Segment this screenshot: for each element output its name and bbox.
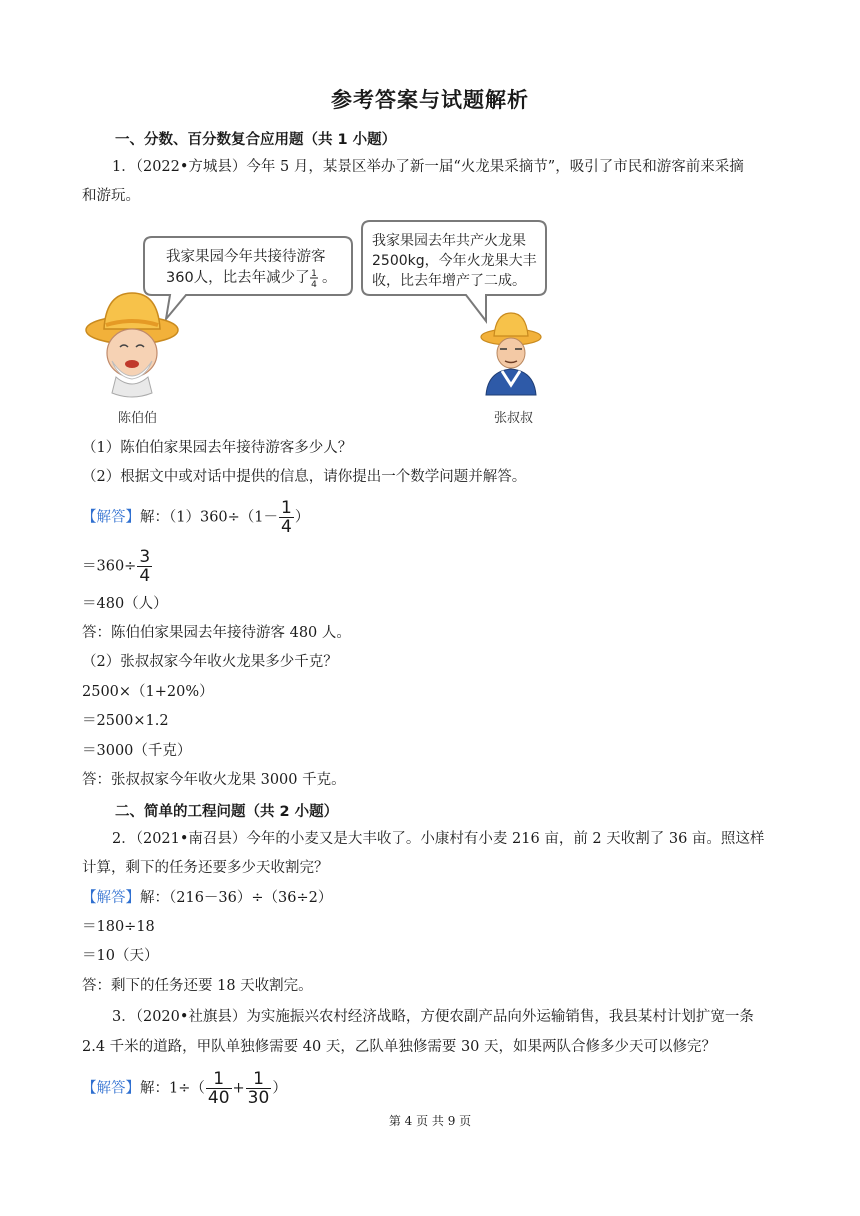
- q1-answer-line9: 答：张叔叔家今年收火龙果 3000 千克。: [82, 772, 346, 788]
- answer-tag: 【解答】: [82, 1080, 140, 1097]
- q1-text-line2: 和游玩。: [82, 188, 140, 204]
- name-label-left: 陈伯伯: [118, 411, 158, 426]
- q3-text-line1: 3．（2020•社旗县）为实施振兴农村经济战略，方便农副产品向外运输销售，我县某村计划扩宽一条: [112, 1009, 754, 1025]
- section-heading-1: 一、分数、百分数复合应用题（共 1 小题）: [115, 132, 397, 148]
- bubble-left-frac-den: 4: [311, 280, 317, 290]
- old-man-figure: [86, 293, 178, 397]
- q2-answer-line3: ＝10（天）: [82, 948, 159, 964]
- q1-answer-line2: ＝360÷ $\frac{3}{4}$: [82, 547, 151, 586]
- q1-answer-line3: ＝480（人）: [82, 596, 168, 612]
- fraction: $\frac{1}{30}$: [247, 1069, 270, 1108]
- bubble-left-end: 。: [322, 270, 337, 286]
- q3-text-line2: 2.4 千米的道路，甲队单独修需要 40 天，乙队单独修需要 30 天，如果两队合修多少天可以修完？: [82, 1039, 717, 1055]
- q1-answer-line4: 答：陈伯伯家果园去年接待游客 480 人。: [82, 625, 351, 641]
- young-man-figure: [481, 313, 541, 395]
- q2-text-line1: 2．（2021•南召县）今年的小麦又是大丰收了。小康村有小麦 216 亩，前 2 天收割了 36 亩。照这样: [112, 831, 765, 847]
- q1-answer-line7: ＝2500×1.2: [82, 713, 169, 729]
- q1-answer-line6: 2500×（1+20%）: [82, 684, 214, 700]
- q1-sub-question-2: （2）根据文中或对话中提供的信息，请你提出一个数学问题并解答。: [82, 469, 527, 485]
- speech-bubble-right: [362, 221, 546, 321]
- speech-bubble-left: [144, 237, 352, 319]
- page-footer: 第 4 页 共 9 页: [388, 1114, 472, 1128]
- answer-tag: 【解答】: [82, 890, 140, 906]
- q1-answer-line8: ＝3000（千克）: [82, 743, 192, 759]
- name-label-right: 张叔叔: [494, 411, 534, 426]
- bubble-left-line2: 360人，比去年减少了: [166, 270, 310, 286]
- fraction: $\frac{3}{4}$: [139, 547, 151, 586]
- bubble-left-frac-num: 1: [311, 269, 317, 279]
- q2-answer-line2: ＝180÷18: [82, 919, 155, 935]
- q2-text-line2: 计算，剩下的任务还要多少天收割完？: [82, 860, 329, 876]
- bubble-right-line1: 我家果园去年共产火龙果: [372, 233, 526, 249]
- q1-answer-line1: 【解答】解：（1）360÷（1－ $\frac{1}{4}$ ）: [82, 498, 310, 537]
- section-heading-2: 二、简单的工程问题（共 2 小题）: [115, 804, 339, 820]
- dialogue-illustration: [82, 215, 552, 431]
- bubble-left-line1: 我家果园今年共接待游客: [166, 249, 326, 265]
- bubble-right-line2: 2500kg，今年火龙果大丰: [372, 253, 537, 269]
- q2-answer-line4: 答：剩下的任务还要 18 天收割完。: [82, 978, 313, 994]
- fraction: $\frac{1}{40}$: [207, 1069, 230, 1108]
- q1-sub-question-1: （1）陈伯伯家果园去年接待游客多少人？: [82, 440, 353, 456]
- q1-text-line1: 1．（2022•方城县）今年 5 月，某景区举办了新一届“火龙果采摘节”，吸引了市民和游客前来采摘: [112, 159, 744, 175]
- q2-answer-line1: 【解答】解：（216－36）÷（36÷2）: [82, 890, 333, 906]
- fraction: $\frac{1}{4}$: [281, 498, 292, 537]
- q1-answer-line5: （2）张叔叔家今年收火龙果多少千克？: [82, 654, 338, 670]
- page-title: 参考答案与试题解析: [331, 88, 529, 112]
- answer-tag: 【解答】: [82, 509, 140, 526]
- bubble-right-line3: 收，比去年增产了二成。: [372, 273, 526, 289]
- q3-answer-line1: 【解答】解：1÷（ $\frac{1}{40}$ + $\frac{1}{30}$ ）: [82, 1069, 287, 1108]
